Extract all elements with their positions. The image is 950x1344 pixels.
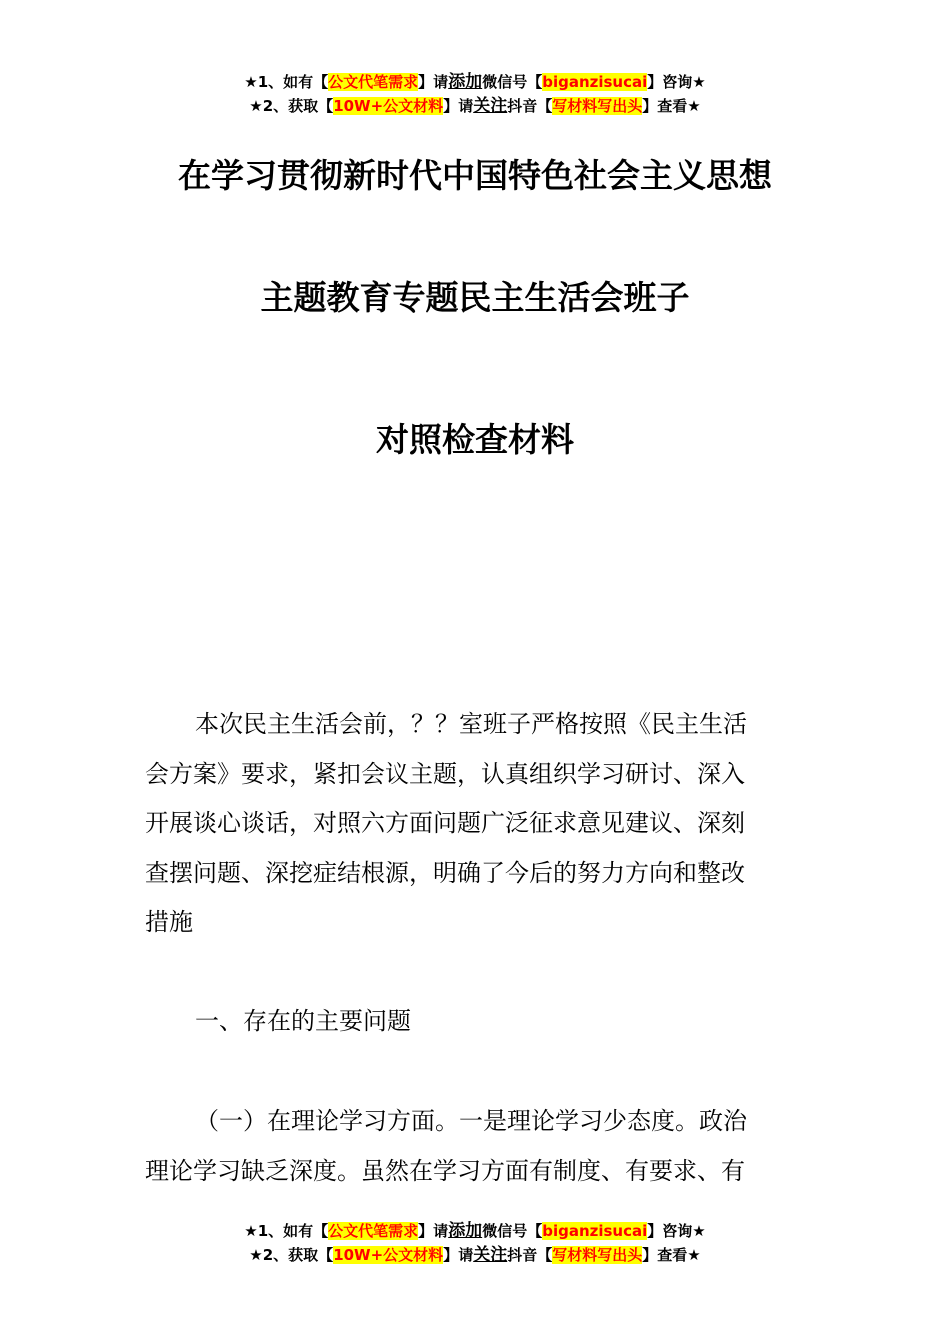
footer-highlight-douyin: 写材料写出头: [552, 1246, 643, 1264]
banner-line-1: ★1、如有【公文代笔需求】请添加微信号【biganzisucai】咨询★: [244, 72, 706, 92]
footer-highlight-service: 公文代笔需求: [328, 1222, 419, 1240]
subsection-paragraph: （一）在理论学习方面。一是理论学习少态度。政治 理论学习缺乏深度。虽然在学习方面有制度、有要求、有: [145, 1107, 747, 1185]
intro-paragraph: 本次民主生活会前，？？室班子严格按照《民主生活 会方案》要求，紧扣会议主题，认真组织学习研讨、深入 开展谈心谈话，对照六方面问题广泛征求意见建议、深刻 查摆问题、深挖症结根源，明确了今后的努力方向和整改 措施: [145, 710, 747, 936]
document-title-line-2: 主题教育专题民主生活会班子: [260, 278, 690, 317]
section-heading: 一、存在的主要问题: [195, 1007, 411, 1035]
footer-banner: [0, 1219, 950, 1267]
document-title-line-1: 在学习贯彻新时代中国特色社会主义思想: [178, 156, 772, 195]
footer-line-1: ★1、如有【公文代笔需求】请添加微信号【biganzisucai】咨询★: [244, 1221, 706, 1241]
banner-highlight-service: 公文代笔需求: [328, 73, 419, 91]
footer-highlight-wechat: biganzisucai: [542, 1222, 648, 1240]
banner-highlight-wechat: biganzisucai: [542, 73, 648, 91]
banner-highlight-materials: 10W+公文材料: [333, 97, 444, 115]
header-banner: [0, 70, 950, 118]
footer-line-2: ★2、获取【10W+公文材料】请关注抖音【写材料写出头】查看★: [249, 1245, 701, 1265]
document-title-line-3: 对照检查材料: [376, 420, 574, 459]
banner-line-2: ★2、获取【10W+公文材料】请关注抖音【写材料写出头】查看★: [249, 96, 701, 116]
banner-highlight-douyin: 写材料写出头: [552, 97, 643, 115]
footer-highlight-materials: 10W+公文材料: [333, 1246, 444, 1264]
